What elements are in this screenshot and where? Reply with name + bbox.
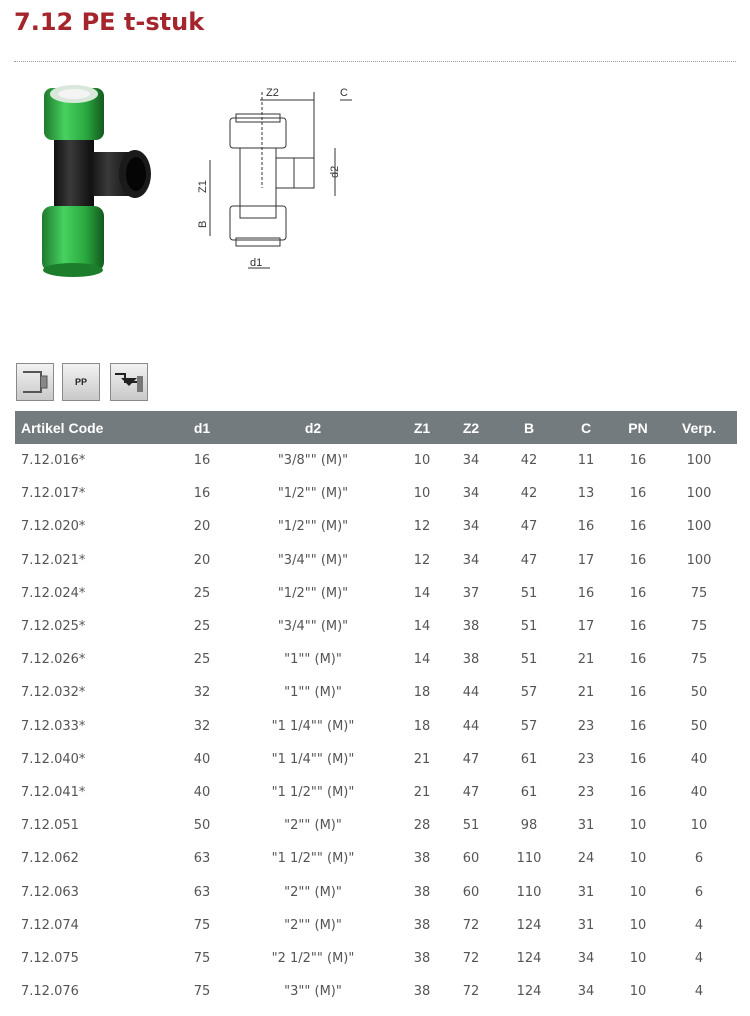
table-cell: 7.12.076 xyxy=(21,984,79,1000)
table-cell: 10 xyxy=(629,984,647,1000)
table-cell: 17 xyxy=(577,552,595,568)
table-cell: 47 xyxy=(520,552,538,568)
table-cell: "1"" (M)" xyxy=(284,685,342,701)
table-cell: 124 xyxy=(516,984,542,1000)
table-cell: 7.12.026* xyxy=(21,652,86,668)
pp-label: PP xyxy=(74,377,87,387)
table-cell: 34 xyxy=(462,519,480,535)
table-cell: "2 1/2"" (M)" xyxy=(271,950,355,966)
table-cell: 12 xyxy=(413,552,431,568)
table-cell: 16 xyxy=(629,652,647,668)
table-cell: 16 xyxy=(629,619,647,635)
table-cell: 40 xyxy=(193,784,211,800)
header-verp: Verp. xyxy=(681,419,717,436)
label-b: B xyxy=(197,220,209,228)
table-cell: 14 xyxy=(413,652,431,668)
table-cell: 7.12.040* xyxy=(21,751,86,767)
thread-connection-icon xyxy=(110,363,148,401)
label-d2: d2 xyxy=(329,165,341,178)
table-cell: 10 xyxy=(629,884,647,900)
table-row xyxy=(15,776,737,809)
table-cell: 110 xyxy=(516,851,542,867)
header-artikel-code: Artikel Code xyxy=(21,419,104,436)
table-cell: 57 xyxy=(520,718,538,734)
table-cell: "1/2"" (M)" xyxy=(277,585,349,601)
table-cell: 16 xyxy=(629,784,647,800)
table-cell: 75 xyxy=(193,917,211,933)
table-cell: 60 xyxy=(462,884,480,900)
table-cell: 16 xyxy=(629,718,647,734)
table-cell: 34 xyxy=(577,950,595,966)
table-row xyxy=(15,942,737,975)
table-cell: 28 xyxy=(413,818,431,834)
table-cell: 12 xyxy=(413,519,431,535)
table-cell: 50 xyxy=(690,718,708,734)
table-cell: 10 xyxy=(629,818,647,834)
table-cell: "1 1/2"" (M)" xyxy=(271,851,355,867)
table-cell: 40 xyxy=(690,751,708,767)
table-cell: 6 xyxy=(694,884,704,900)
table-cell: 100 xyxy=(686,519,712,535)
table-cell: 34 xyxy=(462,486,480,502)
table-cell: 42 xyxy=(520,486,538,502)
table-cell: 32 xyxy=(193,718,211,734)
table-cell: 16 xyxy=(193,453,211,469)
product-photo xyxy=(30,82,160,282)
table-cell: 124 xyxy=(516,917,542,933)
table-cell: "1/2"" (M)" xyxy=(277,486,349,502)
table-cell: 40 xyxy=(193,751,211,767)
table-cell: 63 xyxy=(193,884,211,900)
table-cell: 17 xyxy=(577,619,595,635)
table-row xyxy=(15,610,737,643)
table-row xyxy=(15,743,737,776)
table-cell: 75 xyxy=(690,619,708,635)
table-cell: 7.12.017* xyxy=(21,486,86,502)
table-body xyxy=(15,444,737,1008)
table-cell: 10 xyxy=(629,950,647,966)
table-cell: 25 xyxy=(193,619,211,635)
table-cell: 16 xyxy=(629,552,647,568)
table-cell: 44 xyxy=(462,685,480,701)
table-cell: 13 xyxy=(577,486,595,502)
table-cell: 75 xyxy=(690,585,708,601)
table-cell: 16 xyxy=(629,486,647,502)
table-cell: "2"" (M)" xyxy=(284,884,342,900)
table-cell: "1/2"" (M)" xyxy=(277,519,349,535)
table-cell: 7.12.051 xyxy=(21,818,79,834)
table-cell: 60 xyxy=(462,851,480,867)
table-cell: 4 xyxy=(694,984,704,1000)
table-cell: 7.12.032* xyxy=(21,685,86,701)
table-cell: 23 xyxy=(577,784,595,800)
table-cell: 16 xyxy=(629,751,647,767)
table-cell: 100 xyxy=(686,552,712,568)
table-cell: 100 xyxy=(686,453,712,469)
title-divider xyxy=(14,61,736,62)
table-cell: "1"" (M)" xyxy=(284,652,342,668)
table-cell: 7.12.016* xyxy=(21,453,86,469)
table-cell: 38 xyxy=(413,984,431,1000)
table-cell: 61 xyxy=(520,784,538,800)
table-cell: 31 xyxy=(577,884,595,900)
table-cell: "2"" (M)" xyxy=(284,917,342,933)
table-cell: 21 xyxy=(577,652,595,668)
table-cell: 72 xyxy=(462,984,480,1000)
table-cell: 38 xyxy=(413,917,431,933)
table-row xyxy=(15,510,737,543)
header-d1: d1 xyxy=(193,419,211,436)
table-cell: 50 xyxy=(690,685,708,701)
table-row xyxy=(15,577,737,610)
table-cell: "1 1/2"" (M)" xyxy=(271,784,355,800)
table-cell: 16 xyxy=(577,519,595,535)
table-cell: 51 xyxy=(520,652,538,668)
table-cell: 7.12.041* xyxy=(21,784,86,800)
table-cell: 21 xyxy=(577,685,595,701)
table-cell: 32 xyxy=(193,685,211,701)
table-cell: 14 xyxy=(413,619,431,635)
table-cell: 20 xyxy=(193,519,211,535)
table-header-row xyxy=(15,411,737,444)
label-c: C xyxy=(340,87,348,99)
table-cell: 38 xyxy=(413,884,431,900)
specifications-table xyxy=(15,411,737,1008)
header-z1: Z1 xyxy=(413,419,431,436)
table-cell: 7.12.021* xyxy=(21,552,86,568)
table-cell: 31 xyxy=(577,818,595,834)
table-cell: 38 xyxy=(413,851,431,867)
table-row xyxy=(15,875,737,908)
table-cell: 7.12.025* xyxy=(21,619,86,635)
table-row xyxy=(15,710,737,743)
cross-section-icon xyxy=(16,363,54,401)
table-row xyxy=(15,643,737,676)
table-cell: 47 xyxy=(462,751,480,767)
table-cell: 34 xyxy=(577,984,595,1000)
table-cell: 100 xyxy=(686,486,712,502)
table-cell: "3/4"" (M)" xyxy=(277,619,349,635)
table-cell: 11 xyxy=(577,453,595,469)
table-cell: 7.12.033* xyxy=(21,718,86,734)
table-cell: 7.12.075 xyxy=(21,950,79,966)
table-cell: 34 xyxy=(462,552,480,568)
table-cell: 10 xyxy=(690,818,708,834)
table-cell: 38 xyxy=(462,619,480,635)
table-cell: 16 xyxy=(629,519,647,535)
table-cell: 16 xyxy=(629,585,647,601)
table-cell: 37 xyxy=(462,585,480,601)
table-row xyxy=(15,842,737,875)
table-cell: 18 xyxy=(413,718,431,734)
table-cell: 16 xyxy=(193,486,211,502)
table-cell: 16 xyxy=(629,685,647,701)
label-d1: d1 xyxy=(250,257,263,269)
table-cell: "3/8"" (M)" xyxy=(277,453,349,469)
table-cell: 63 xyxy=(193,851,211,867)
table-cell: 38 xyxy=(413,950,431,966)
table-cell: 16 xyxy=(629,453,647,469)
table-cell: 72 xyxy=(462,950,480,966)
table-row xyxy=(15,909,737,942)
table-cell: 23 xyxy=(577,751,595,767)
table-cell: 4 xyxy=(694,917,704,933)
table-cell: 7.12.020* xyxy=(21,519,86,535)
table-cell: 14 xyxy=(413,585,431,601)
table-row xyxy=(15,676,737,709)
table-cell: 57 xyxy=(520,685,538,701)
table-cell: 10 xyxy=(629,851,647,867)
table-cell: 6 xyxy=(694,851,704,867)
table-cell: 75 xyxy=(690,652,708,668)
table-cell: "1 1/4"" (M)" xyxy=(271,751,355,767)
table-cell: 7.12.063 xyxy=(21,884,79,900)
table-cell: 21 xyxy=(413,751,431,767)
table-cell: "1 1/4"" (M)" xyxy=(271,718,355,734)
table-cell: 47 xyxy=(462,784,480,800)
table-cell: 18 xyxy=(413,685,431,701)
table-cell: "3"" (M)" xyxy=(284,984,342,1000)
table-cell: 51 xyxy=(520,585,538,601)
table-cell: 20 xyxy=(193,552,211,568)
header-b: B xyxy=(523,419,535,436)
table-cell: 4 xyxy=(694,950,704,966)
header-z2: Z2 xyxy=(462,419,480,436)
table-cell: 16 xyxy=(577,585,595,601)
table-cell: 51 xyxy=(462,818,480,834)
pp-material-icon xyxy=(62,363,100,401)
header-c: C xyxy=(580,419,592,436)
table-cell: 61 xyxy=(520,751,538,767)
table-cell: 24 xyxy=(577,851,595,867)
table-cell: 98 xyxy=(520,818,538,834)
table-cell: 7.12.074 xyxy=(21,917,79,933)
table-cell: "2"" (M)" xyxy=(284,818,342,834)
label-z2: Z2 xyxy=(266,87,279,99)
table-cell: 21 xyxy=(413,784,431,800)
table-cell: 10 xyxy=(413,486,431,502)
table-cell: 31 xyxy=(577,917,595,933)
header-pn: PN xyxy=(628,419,648,436)
table-cell: 44 xyxy=(462,718,480,734)
table-cell: 38 xyxy=(462,652,480,668)
table-cell: 75 xyxy=(193,984,211,1000)
table-cell: 7.12.062 xyxy=(21,851,79,867)
table-cell: 10 xyxy=(629,917,647,933)
header-d2: d2 xyxy=(304,419,322,436)
label-z1: Z1 xyxy=(197,180,209,193)
table-cell: 23 xyxy=(577,718,595,734)
table-cell: 10 xyxy=(413,453,431,469)
table-cell: 25 xyxy=(193,652,211,668)
table-cell: 42 xyxy=(520,453,538,469)
table-cell: 51 xyxy=(520,619,538,635)
table-cell: 75 xyxy=(193,950,211,966)
table-cell: 72 xyxy=(462,917,480,933)
table-row xyxy=(15,444,737,477)
table-row xyxy=(15,477,737,510)
table-cell: 50 xyxy=(193,818,211,834)
table-cell: 7.12.024* xyxy=(21,585,86,601)
table-cell: 47 xyxy=(520,519,538,535)
table-cell: 34 xyxy=(462,453,480,469)
page-title: 7.12 PE t-stuk xyxy=(14,8,205,36)
table-row xyxy=(15,809,737,842)
table-row xyxy=(15,975,737,1008)
table-cell: "3/4"" (M)" xyxy=(277,552,349,568)
table-cell: 25 xyxy=(193,585,211,601)
table-cell: 40 xyxy=(690,784,708,800)
table-cell: 110 xyxy=(516,884,542,900)
technical-drawing xyxy=(190,78,360,278)
table-row xyxy=(15,544,737,577)
table-cell: 124 xyxy=(516,950,542,966)
